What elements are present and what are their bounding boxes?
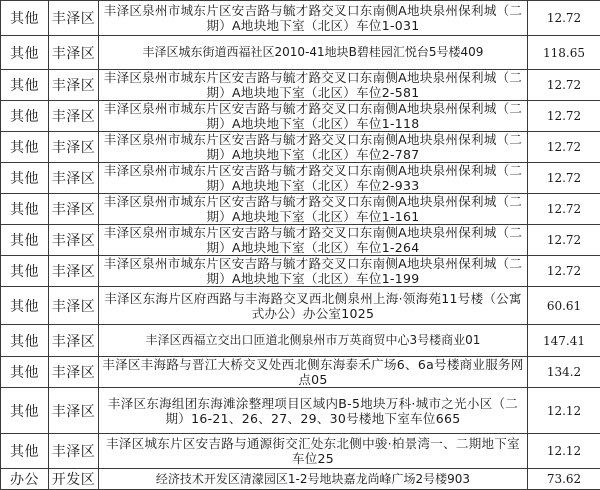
area-cell: 12.72 xyxy=(528,132,600,163)
district-cell: 丰泽区 xyxy=(49,1,99,36)
type-cell: 其他 xyxy=(1,70,49,101)
area-cell: 147.41 xyxy=(528,325,600,357)
area-cell: 12.72 xyxy=(528,256,600,287)
type-cell: 其他 xyxy=(1,388,49,434)
area-cell: 12.12 xyxy=(528,388,600,434)
type-cell: 其他 xyxy=(1,225,49,256)
type-cell: 其他 xyxy=(1,1,49,36)
district-cell: 开发区 xyxy=(49,469,99,490)
location-cell: 丰泽区泉州市城东片区安吉路与毓才路交叉口东南侧A地块泉州保利城（二期）A地块地下室（北区）车位2-933 xyxy=(99,163,528,194)
area-cell: 12.72 xyxy=(528,163,600,194)
district-cell: 丰泽区 xyxy=(49,101,99,132)
type-cell: 其他 xyxy=(1,194,49,225)
district-cell: 丰泽区 xyxy=(49,287,99,325)
table-row xyxy=(1,101,600,132)
district-cell: 丰泽区 xyxy=(49,132,99,163)
district-cell: 丰泽区 xyxy=(49,225,99,256)
area-cell: 12.72 xyxy=(528,70,600,101)
area-cell: 118.65 xyxy=(528,36,600,70)
table-row xyxy=(1,1,600,36)
type-cell: 其他 xyxy=(1,132,49,163)
location-cell: 丰泽区泉州市城东片区安吉路与毓才路交叉口东南侧A地块泉州保利城（二期）A地块地下室（北区）车位2-581 xyxy=(99,70,528,101)
area-cell: 12.72 xyxy=(528,194,600,225)
location-cell: 丰泽区泉州市城东片区安吉路与毓才路交叉口东南侧A地块泉州保利城（二期）A地块地下室（北区）车位1-161 xyxy=(99,194,528,225)
location-cell: 丰泽区泉州市城东片区安吉路与毓才路交叉口东南侧A地块泉州保利城（二期）A地块地下室（北区）车位1-118 xyxy=(99,101,528,132)
table-row xyxy=(1,388,600,434)
location-cell: 丰泽区城东街道西福社区2010-41地块B碧桂园汇悦台5号楼409 xyxy=(99,36,528,70)
table-row xyxy=(1,434,600,469)
area-cell: 73.62 xyxy=(528,469,600,490)
type-cell: 其他 xyxy=(1,325,49,357)
type-cell: 其他 xyxy=(1,36,49,70)
area-cell: 12.12 xyxy=(528,434,600,469)
area-cell: 12.72 xyxy=(528,225,600,256)
district-cell: 丰泽区 xyxy=(49,256,99,287)
district-cell: 丰泽区 xyxy=(49,388,99,434)
type-cell: 其他 xyxy=(1,256,49,287)
area-cell: 134.2 xyxy=(528,357,600,388)
location-cell: 丰泽区西福立交出口匝道北侧泉州市万英商贸中心3号楼商业01 xyxy=(99,325,528,357)
location-cell: 丰泽区东海组团东海滩涂整理项目区域内B-5地块万科·城市之光小区（二期）16-21、26、27、29、30号楼地下室车位665 xyxy=(99,388,528,434)
district-cell: 丰泽区 xyxy=(49,70,99,101)
table-row xyxy=(1,70,600,101)
table-row xyxy=(1,194,600,225)
location-cell: 丰泽区东海片区府西路与丰海路交叉西北侧泉州上海·领海苑11号楼（公寓式办公）办公室1025 xyxy=(99,287,528,325)
type-cell: 其他 xyxy=(1,287,49,325)
location-cell: 丰泽区泉州市城东片区安吉路与毓才路交叉口东南侧A地块泉州保利城（二期）A地块地下室（北区）车位2-787 xyxy=(99,132,528,163)
table-row xyxy=(1,287,600,325)
table-row xyxy=(1,357,600,388)
district-cell: 丰泽区 xyxy=(49,357,99,388)
table-row xyxy=(1,256,600,287)
district-cell: 丰泽区 xyxy=(49,163,99,194)
table-row xyxy=(1,325,600,357)
district-cell: 丰泽区 xyxy=(49,434,99,469)
type-cell: 其他 xyxy=(1,101,49,132)
table-row xyxy=(1,225,600,256)
table-row xyxy=(1,36,600,70)
area-cell: 60.61 xyxy=(528,287,600,325)
table-row xyxy=(1,469,600,490)
type-cell: 其他 xyxy=(1,434,49,469)
district-cell: 丰泽区 xyxy=(49,194,99,225)
location-cell: 丰泽区丰海路与晋江大桥交叉处西北侧东海泰禾广场6、6a号楼商业服务网点05 xyxy=(99,357,528,388)
location-cell: 丰泽区城东片区安吉路与通源街交汇处东北侧中骏·柏景湾一、二期地下室车位25 xyxy=(99,434,528,469)
location-cell: 丰泽区泉州市城东片区安吉路与毓才路交叉口东南侧A地块泉州保利城（二期）A地块地下室（北区）车位1-264 xyxy=(99,225,528,256)
location-cell: 丰泽区泉州市城东片区安吉路与毓才路交叉口东南侧A地块泉州保利城（二期）A地块地下室（北区）车位1-031 xyxy=(99,1,528,36)
type-cell: 办公 xyxy=(1,469,49,490)
location-cell: 丰泽区泉州市城东片区安吉路与毓才路交叉口东南侧A地块泉州保利城（二期）A地块地下室（北区）车位1-199 xyxy=(99,256,528,287)
area-cell: 12.72 xyxy=(528,1,600,36)
district-cell: 丰泽区 xyxy=(49,36,99,70)
table-row xyxy=(1,132,600,163)
district-cell: 丰泽区 xyxy=(49,325,99,357)
table-row xyxy=(1,163,600,194)
location-cell: 经济技术开发区清濛园区1-2号地块嘉龙尚峰广场2号楼903 xyxy=(99,469,528,490)
area-cell: 12.72 xyxy=(528,101,600,132)
type-cell: 其他 xyxy=(1,163,49,194)
type-cell: 其他 xyxy=(1,357,49,388)
